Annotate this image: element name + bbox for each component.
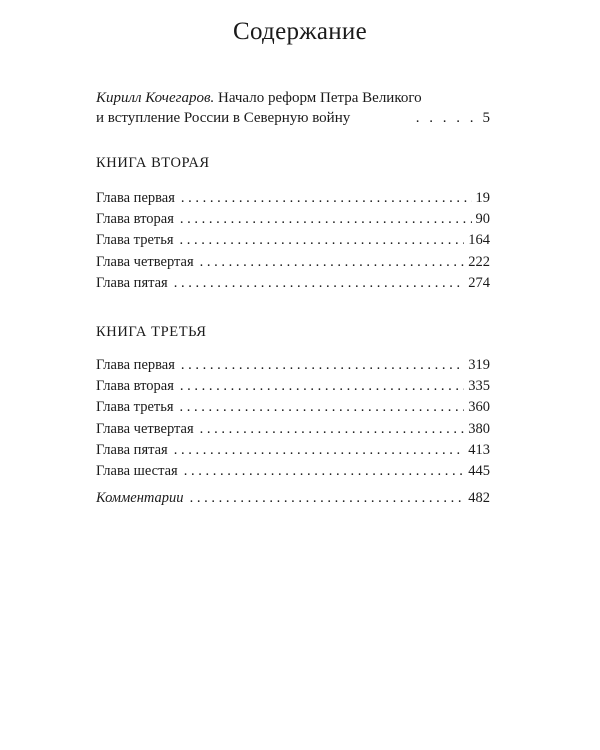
intro-author: Кирилл Кочегаров. [96, 90, 215, 106]
chapter-page-number: 360 [468, 399, 490, 416]
leader-dots [180, 232, 465, 249]
toc-row[interactable] [96, 421, 490, 442]
leader-dots [180, 211, 472, 228]
toc-row[interactable] [96, 399, 490, 420]
chapter-page-number: 319 [468, 357, 490, 373]
book-two-heading: КНИГА ВТОРАЯ [96, 155, 210, 171]
leader-dots [190, 490, 465, 507]
leader-dots [200, 421, 465, 438]
intro-line-2 [96, 108, 490, 128]
chapter-label: Глава вторая [96, 211, 174, 228]
leader-dots [174, 442, 465, 459]
toc-row[interactable] [96, 357, 490, 378]
toc-row[interactable] [96, 232, 490, 253]
chapter-label: Глава пятая [96, 274, 168, 291]
intro-page-number: 5 [482, 110, 490, 126]
toc-row[interactable] [96, 211, 490, 232]
toc-row[interactable] [96, 190, 490, 211]
page-title: Содержание [233, 18, 367, 45]
chapter-page-number: 164 [468, 232, 490, 249]
intro-line-1 [96, 88, 490, 108]
commentary-list [96, 490, 490, 511]
leader-dots [181, 357, 464, 374]
chapter-page-number: 222 [468, 253, 490, 270]
leader-dots [180, 378, 464, 395]
chapter-label: Глава четвертая [96, 253, 194, 270]
commentary-page-number: 482 [468, 490, 490, 506]
book-three-heading: КНИГА ТРЕТЬЯ [96, 324, 207, 340]
chapter-page-number: 445 [468, 462, 490, 479]
chapter-label: Глава первая [96, 357, 175, 373]
chapter-label: Глава третья [96, 232, 174, 249]
commentary-label: Комментарии [96, 490, 184, 506]
chapter-page-number: 274 [468, 274, 490, 291]
toc-row[interactable] [96, 463, 490, 484]
chapter-label: Глава четвертая [96, 420, 194, 437]
leader-dots [174, 275, 465, 292]
toc-row[interactable] [96, 378, 490, 399]
chapter-label: Глава первая [96, 190, 175, 206]
intro-leader-dots: . . . . . [415, 110, 477, 126]
leader-dots [200, 254, 465, 271]
leader-dots [180, 399, 465, 416]
intro-title-part-1: Начало реформ Петра Великого [214, 90, 422, 106]
chapter-page-number: 380 [468, 420, 490, 437]
toc-row[interactable] [96, 275, 490, 296]
chapter-page-number: 90 [475, 211, 490, 228]
intro-entry[interactable] [96, 88, 490, 128]
leader-dots [181, 190, 472, 207]
commentary-row[interactable] [96, 490, 490, 511]
chapter-label: Глава шестая [96, 462, 178, 479]
toc-row[interactable] [96, 254, 490, 275]
chapter-label: Глава пятая [96, 441, 168, 458]
chapter-label: Глава вторая [96, 378, 174, 395]
intro-title-part-2: и вступление России в Северную войну [96, 110, 351, 126]
chapter-page-number: 335 [468, 378, 490, 395]
book-three-chapter-list [96, 357, 490, 484]
book-two-chapter-list [96, 190, 490, 296]
chapter-page-number: 413 [468, 441, 490, 458]
toc-row[interactable] [96, 442, 490, 463]
chapter-page-number: 19 [475, 190, 490, 206]
chapter-label: Глава третья [96, 399, 174, 416]
leader-dots [184, 463, 465, 480]
